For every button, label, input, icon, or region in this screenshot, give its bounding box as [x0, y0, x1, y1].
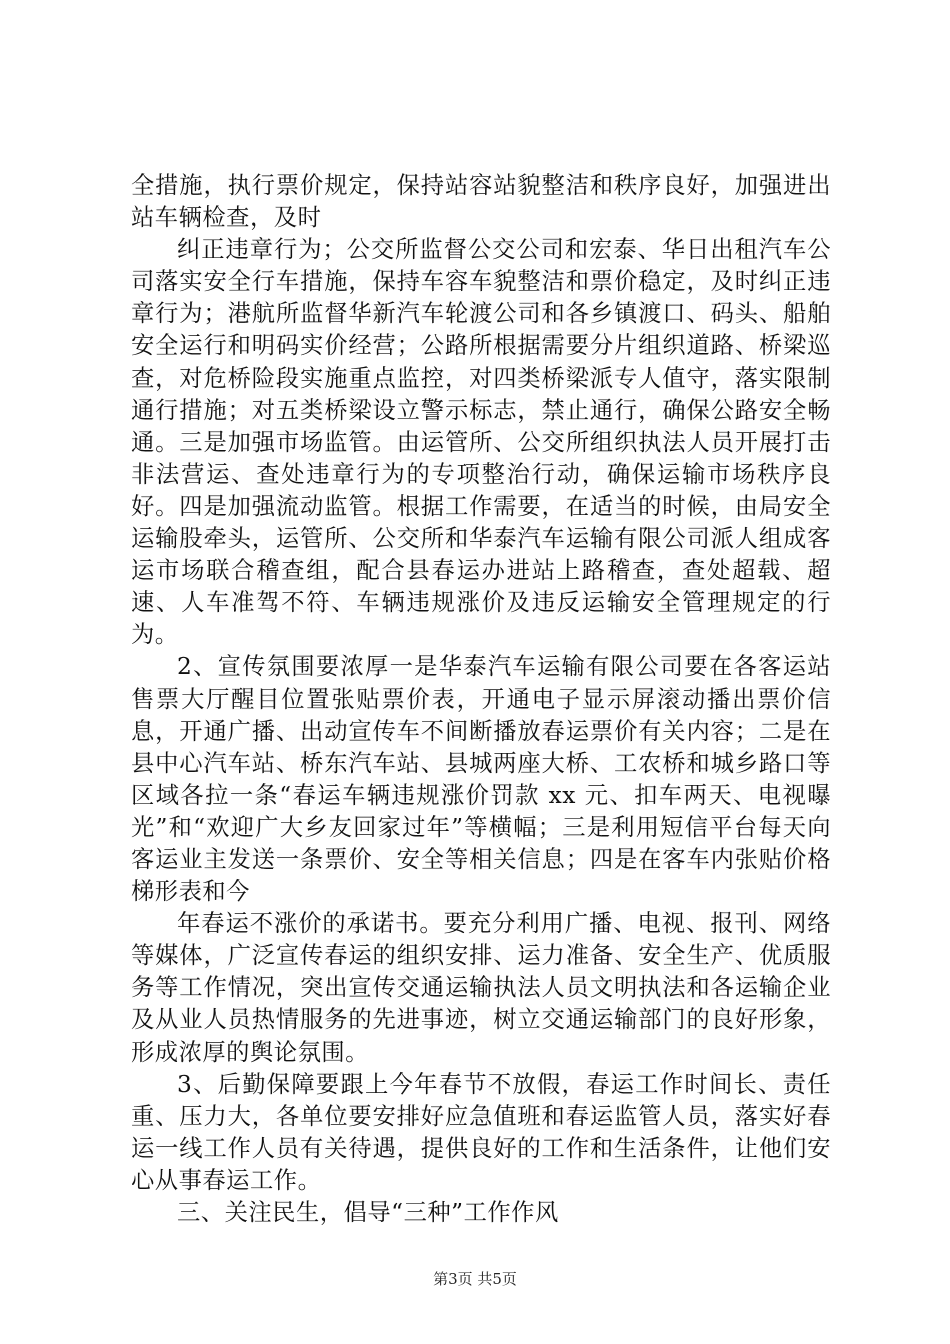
- paragraph-continuation: 全措施，执行票价规定，保持站容站貌整洁和秩序良好，加强进出站车辆检查，及时: [131, 172, 831, 232]
- paragraph-logistics: 3、后勤保障要跟上今年春节不放假，春运工作时间长、责任重、压力大，各单位要安排好应急值班和春运监管人员，落实好春运一线工作人员有关待遇，提供良好的工作和生活条件，让他们安心从事春运工作。: [131, 1070, 831, 1194]
- page-number-footer: 第3页 共5页: [433, 1270, 517, 1288]
- paragraph-publicity: 2、宣传氛围要浓厚一是华泰汽车运输有限公司要在各客运站售票大厅醒目位置张贴票价表，开通电子显示屏滚动播出票价信息，开通广播、出动宣传车不间断播放春运票价有关内容；二是在县中心汽车站、桥东汽车站、县城两座大桥、工农桥和城乡路口等区域各拉一条“春运车辆违规涨价罚款 xx 元、扣车两天、电视曝光”和“欢迎广大乡友回家过年”等横幅；三是利用短信平台每天向客运业主发送一条票价、安全等相关信息；四是在客车内张贴价格梯形表和今: [131, 653, 831, 906]
- paragraph-publicity-continued: 年春运不涨价的承诺书。要充分利用广播、电视、报刊、网络等媒体，广泛宣传春运的组织安排、运力准备、安全生产、优质服务等工作情况，突出宣传交通运输执法人员文明执法和各运输企业及从业人员热情服务的先进事迹，树立交通运输部门的良好形象，形成浓厚的舆论氛围。: [131, 910, 831, 1066]
- paragraph-supervision: 纠正违章行为；公交所监督公交公司和宏泰、华日出租汽车公司落实安全行车措施，保持车容车貌整洁和票价稳定，及时纠正违章行为；港航所监督华新汽车轮渡公司和各乡镇渡口、码头、船舶安全运行和明码实价经营；公路所根据需要分片组织道路、桥梁巡查，对危桥险段实施重点监控，对四类桥梁派专人值守，落实限制通行措施；对五类桥梁设立警示标志，禁止通行，确保公路安全畅通。三是加强市场监管。由运管所、公交所组织执法人员开展打击非法营运、查处违章行为的专项整治行动，确保运输市场秩序良好。四是加强流动监管。根据工作需要，在适当的时候，由局安全运输股牵头，运管所、公交所和华泰汽车运输有限公司派人组成客运市场联合稽查组，配合县春运办进站上路稽查，查处超载、超速、人车准驾不符、车辆违规涨价及违反运输安全管理规定的行为。: [131, 236, 831, 649]
- document-body: [131, 170, 831, 1229]
- section-heading-three: 三、关注民生，倡导“三种”工作作风: [177, 1199, 559, 1226]
